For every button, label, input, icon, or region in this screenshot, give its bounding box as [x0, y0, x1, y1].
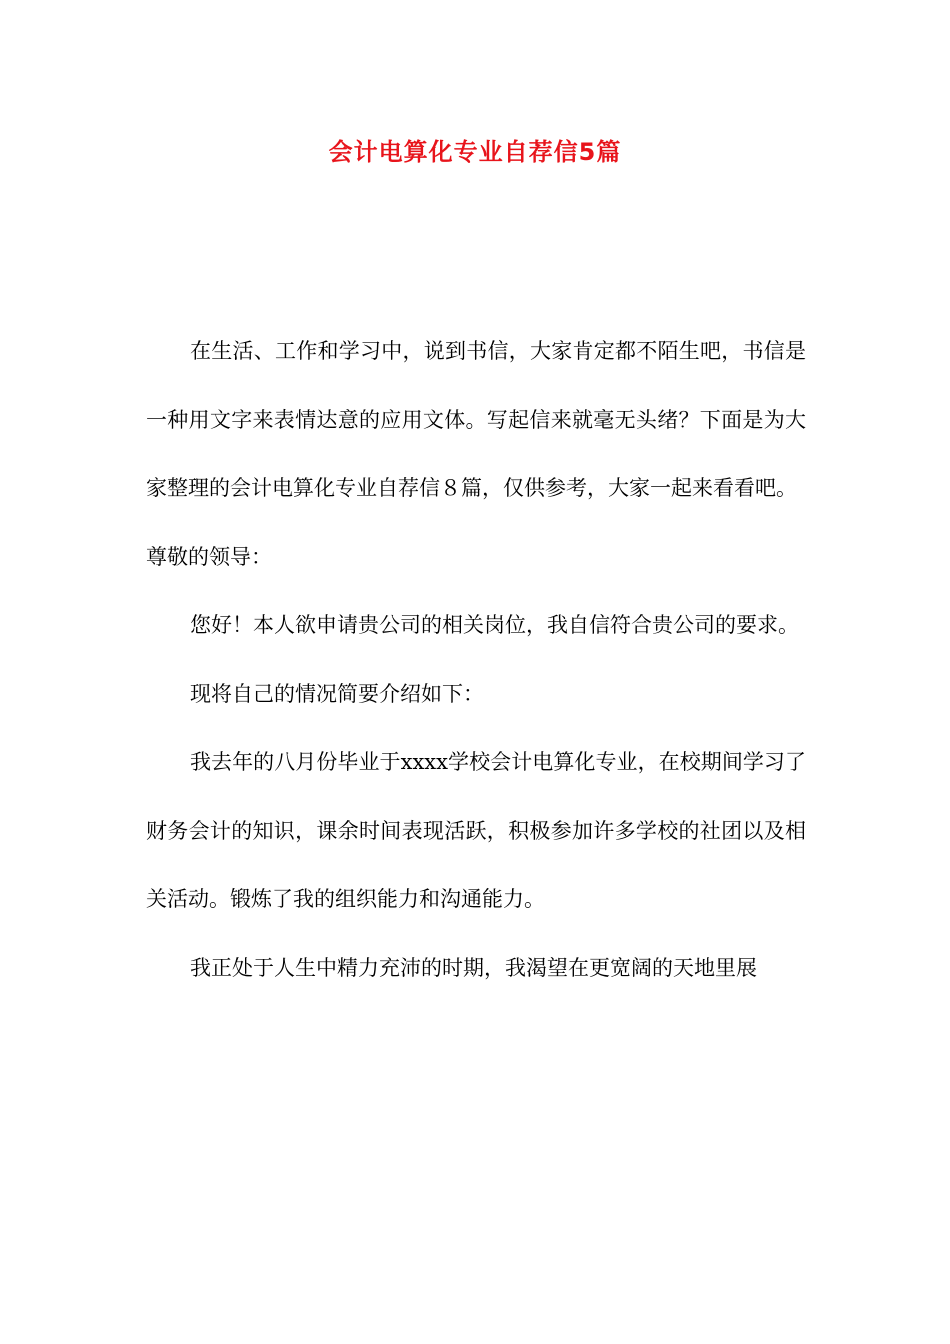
paragraph-education: 我去年的八月份毕业于xxxx学校会计电算化专业，在校期间学习了财务会计的知识，课余时间表现活跃，积极参加许多学校的社团以及相关活动。锻炼了我的组织能力和沟通能力。	[146, 750, 806, 911]
document-body	[146, 317, 806, 1002]
paragraph-aspiration: 我正处于人生中精力充沛的时期，我渴望在更宽阔的天地里展	[190, 955, 757, 980]
document-title: 会计电算化专业自荐信5篇	[328, 138, 622, 166]
paragraph-introduction-lead: 现将自己的情况简要介绍如下：	[190, 681, 484, 706]
paragraph-salutation: 尊敬的领导：	[146, 544, 272, 569]
paragraph-intro: 在生活、工作和学习中，说到书信，大家肯定都不陌生吧，书信是一种用文字来表情达意的应用文体。写起信来就毫无头绪？下面是为大家整理的会计电算化专业自荐信８篇，仅供参考，大家一起来看看吧。	[146, 339, 806, 500]
paragraph-greeting: 您好！本人欲申请贵公司的相关岗位，我自信符合贵公司的要求。	[190, 613, 799, 637]
